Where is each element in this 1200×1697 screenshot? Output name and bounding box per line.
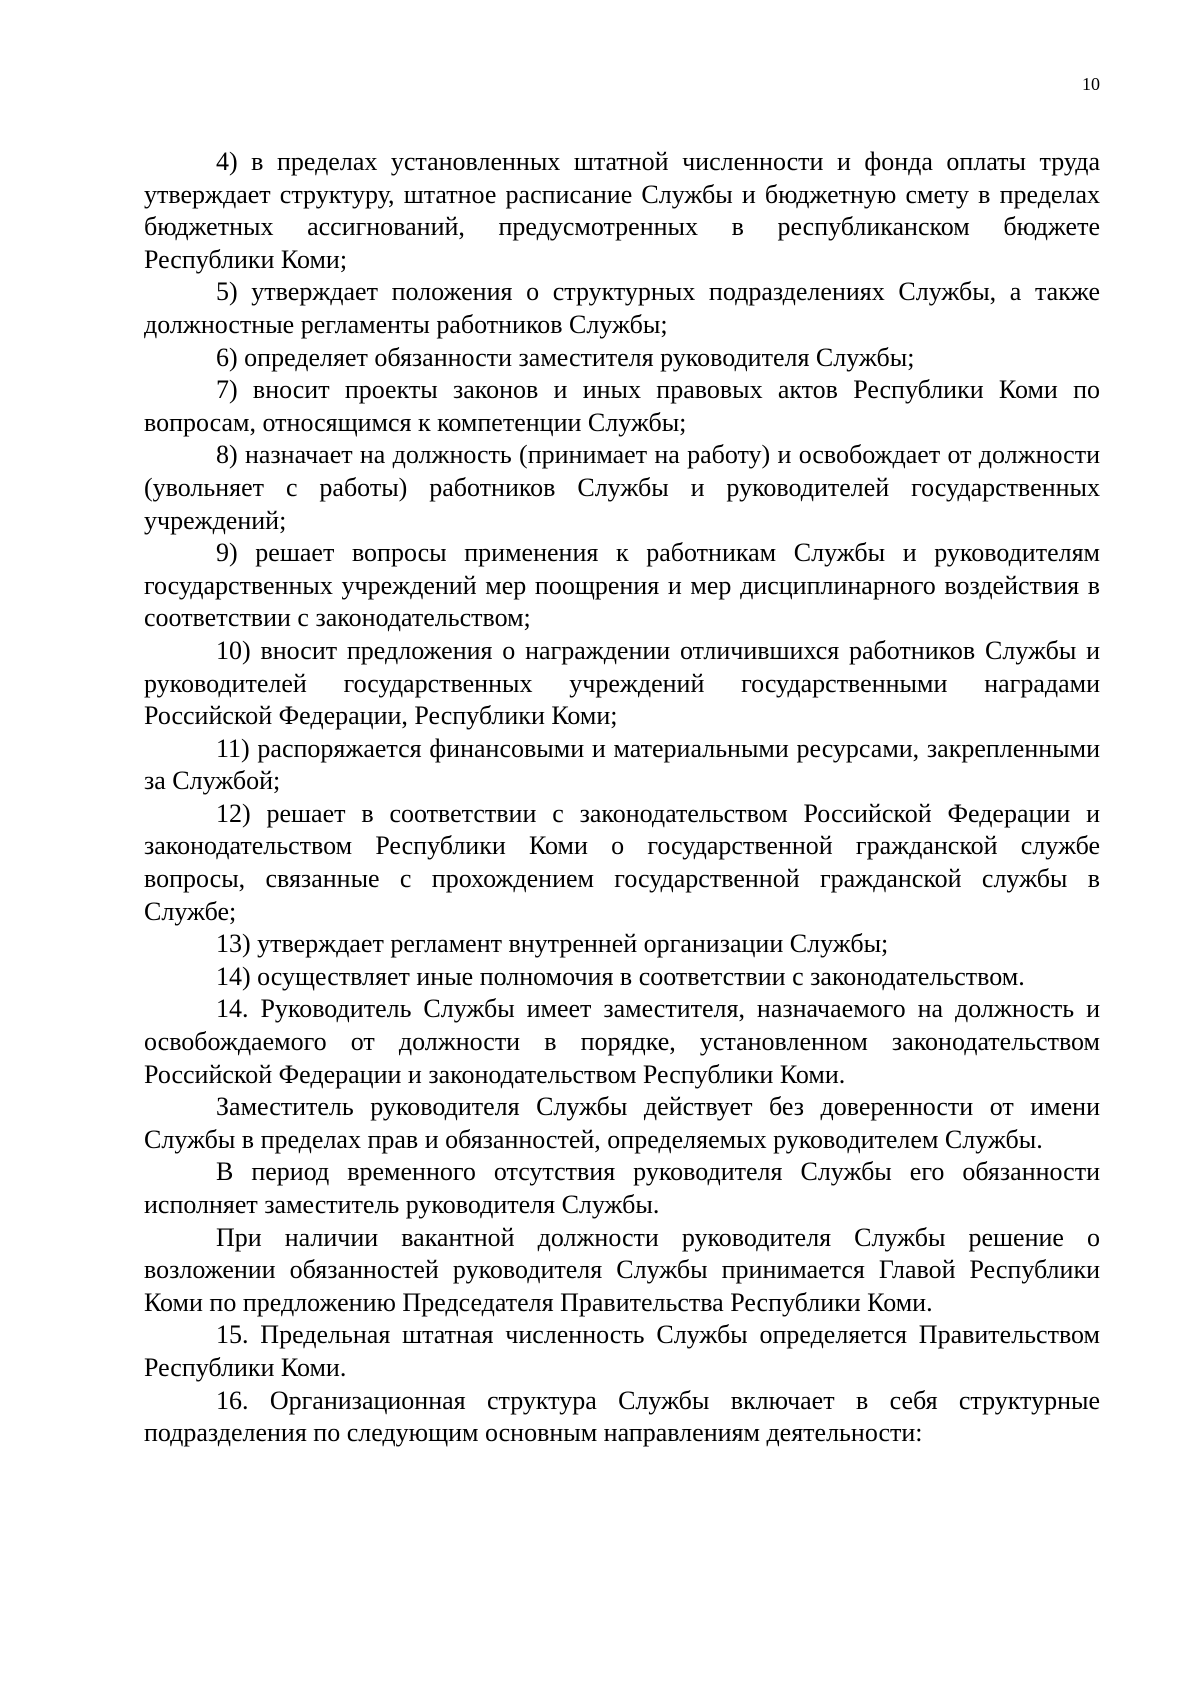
paragraph: 11) распоряжается финансовыми и материальными ресурсами, закрепленными за Службой;: [144, 733, 1100, 796]
paragraph: При наличии вакантной должности руководителя Службы решение о возложении обязанностей руководителя Службы принимается Главой Республики Коми по предложению Председателя Правительства Республики Коми.: [144, 1222, 1100, 1317]
paragraph: 10) вносит предложения о награждении отличившихся работников Службы и руководителей государственных учреждений государственными наградами Российской Федерации, Республики Коми;: [144, 635, 1100, 731]
paragraph: 13) утверждает регламент внутренней организации Службы;: [216, 929, 889, 959]
paragraph: 8) назначает на должность (принимает на работу) и освобождает от должности (увольняет с работы) работников Службы и руководителей государственных учреждений;: [144, 440, 1100, 535]
paragraph: Заместитель руководителя Службы действует без доверенности от имени Службы в пределах прав и обязанностей, определяемых руководителем Службы.: [144, 1092, 1100, 1154]
paragraph: В период временного отсутствия руководителя Службы его обязанности исполняет заместитель руководителя Службы.: [144, 1157, 1100, 1219]
paragraph: 14) осуществляет иные полномочия в соответствии с законодательством.: [216, 961, 1025, 991]
paragraph: 4) в пределах установленных штатной численности и фонда оплаты труда утверждает структуру, штатное расписание Службы и бюджетную смету в пределах бюджетных ассигнований, предусмотренных в республиканском бюджете Республики Коми;: [144, 147, 1100, 274]
document-body: [144, 146, 1100, 1450]
paragraph: 16. Организационная структура Службы включает в себя структурные подразделения по следующим основным направлениям деятельности:: [144, 1385, 1100, 1448]
paragraph: 6) определяет обязанности заместителя руководителя Службы;: [216, 342, 915, 372]
page-number: 10: [1082, 74, 1100, 94]
paragraph: 9) решает вопросы применения к работникам Службы и руководителям государственных учреждений мер поощрения и мер дисциплинарного воздействия в соответствии с законодательством;: [144, 538, 1100, 633]
paragraph: 12) решает в соответствии с законодательством Российской Федерации и законодательством Республики Коми о государственной гражданской службе вопросы, связанные с прохождением государственной гражданской службы в Службе;: [144, 798, 1100, 926]
paragraph: 7) вносит проекты законов и иных правовых актов Республики Коми по вопросам, относящимся к компетенции Службы;: [144, 375, 1100, 437]
paragraph: 14. Руководитель Службы имеет заместителя, назначаемого на должность и освобождаемого от должности в порядке, установленном законодательством Российской Федерации и законодательством Республики Коми.: [144, 994, 1100, 1089]
paragraph: 5) утверждает положения о структурных подразделениях Службы, а также должностные регламенты работников Службы;: [144, 277, 1100, 339]
paragraph: 15. Предельная штатная численность Службы определяется Правительством Республики Коми.: [144, 1320, 1100, 1382]
